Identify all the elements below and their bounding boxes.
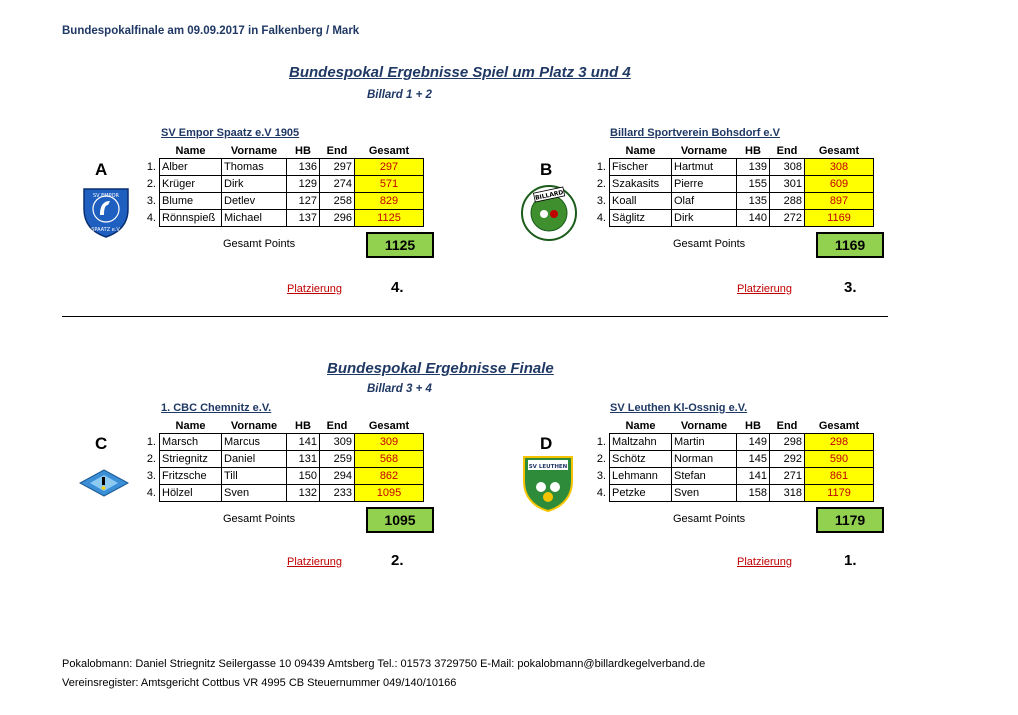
table-row (140, 159, 424, 176)
player-vorname: Sven (672, 485, 737, 502)
col-end: End (776, 144, 798, 157)
page-header: Bundespokalfinale am 09.09.2017 in Falkenberg / Mark (62, 25, 360, 37)
team-letter-d: D (540, 434, 553, 453)
svg-text:BILLARD: BILLARD (534, 189, 565, 202)
platz-label-b: Platzierung (737, 283, 793, 295)
player-end: 292 (770, 451, 805, 468)
player-vorname: Dirk (672, 210, 737, 227)
row-num: 3. (596, 195, 606, 207)
table-row (140, 210, 424, 227)
col-name: Name (175, 419, 206, 432)
col-name: Name (175, 144, 206, 157)
player-gesamt: 568 (355, 451, 424, 468)
team-name-b: Billard Sportverein Bohsdorf e.V (610, 127, 780, 139)
player-vorname: Michael (222, 210, 287, 227)
player-hb: 127 (287, 193, 320, 210)
rank-c: 2. (391, 552, 404, 569)
rank-a: 4. (391, 279, 404, 296)
row-num: 4. (146, 212, 156, 224)
player-name: Maltzahn (610, 434, 672, 451)
player-vorname: Thomas (222, 159, 287, 176)
col-end: End (326, 419, 348, 432)
player-vorname: Till (222, 468, 287, 485)
col-name: Name (625, 419, 656, 432)
player-gesamt: 1125 (355, 210, 424, 227)
player-vorname: Stefan (672, 468, 737, 485)
player-vorname: Martin (672, 434, 737, 451)
player-end: 258 (320, 193, 355, 210)
table-row (140, 434, 424, 451)
row-num: 1. (596, 436, 606, 448)
player-hb: 150 (287, 468, 320, 485)
col-hb: HB (295, 419, 311, 432)
team-b-logo (520, 184, 578, 247)
player-gesamt: 861 (805, 468, 874, 485)
points-total-d: 1179 (816, 507, 884, 533)
points-label-b: Gesamt Points (673, 238, 746, 250)
points-total-a: 1125 (366, 232, 434, 258)
player-name: Marsch (160, 434, 222, 451)
player-end: 318 (770, 485, 805, 502)
player-vorname: Norman (672, 451, 737, 468)
points-total-b: 1169 (816, 232, 884, 258)
table-row (590, 468, 874, 485)
svg-text:SV LEUTHEN: SV LEUTHEN (528, 464, 568, 470)
player-hb: 155 (737, 176, 770, 193)
player-end: 297 (320, 159, 355, 176)
player-end: 301 (770, 176, 805, 193)
table-row (590, 193, 874, 210)
player-hb: 149 (737, 434, 770, 451)
player-end: 309 (320, 434, 355, 451)
row-num: 2. (146, 178, 156, 190)
svg-text:SV EMPOR: SV EMPOR (92, 193, 120, 199)
section-divider (62, 316, 888, 317)
row-num: 3. (596, 470, 606, 482)
player-hb: 141 (737, 468, 770, 485)
player-end: 294 (320, 468, 355, 485)
player-vorname: Detlev (222, 193, 287, 210)
table-row (140, 485, 424, 502)
team-letter-a: A (95, 160, 108, 179)
row-num: 4. (596, 212, 606, 224)
table-row (140, 176, 424, 193)
player-name: Schötz (610, 451, 672, 468)
section-title-platz-3-4: Bundespokal Ergebnisse Spiel um Platz 3 und 4 (289, 64, 631, 81)
player-name: Koall (610, 193, 672, 210)
col-vorname: Vorname (680, 419, 728, 432)
table-row (140, 468, 424, 485)
player-gesamt: 309 (355, 434, 424, 451)
col-name: Name (625, 144, 656, 157)
points-total-c: 1095 (366, 507, 434, 533)
platz-label-d: Platzierung (737, 556, 793, 568)
col-gesamt: Gesamt (368, 419, 410, 432)
player-end: 296 (320, 210, 355, 227)
table-row (140, 193, 424, 210)
player-vorname: Sven (222, 485, 287, 502)
points-label-d: Gesamt Points (673, 513, 746, 525)
row-num: 3. (146, 195, 156, 207)
player-name: Striegnitz (160, 451, 222, 468)
player-end: 288 (770, 193, 805, 210)
rank-d: 1. (844, 552, 857, 569)
points-label-a: Gesamt Points (223, 238, 296, 250)
player-end: 308 (770, 159, 805, 176)
player-vorname: Daniel (222, 451, 287, 468)
player-hb: 132 (287, 485, 320, 502)
rank-b: 3. (844, 279, 857, 296)
col-end: End (776, 419, 798, 432)
table-row (590, 159, 874, 176)
section-billard-1-2: Billard 1 + 2 (367, 89, 432, 101)
player-name: Krüger (160, 176, 222, 193)
row-num: 2. (596, 178, 606, 190)
player-gesamt: 897 (805, 193, 874, 210)
player-gesamt: 862 (355, 468, 424, 485)
section-title-finale: Bundespokal Ergebnisse Finale (327, 360, 554, 377)
team-name-c: 1. CBC Chemnitz e.V. (161, 402, 272, 414)
row-num: 1. (146, 436, 156, 448)
player-gesamt: 829 (355, 193, 424, 210)
results-table-d (590, 418, 874, 502)
player-vorname: Olaf (672, 193, 737, 210)
player-end: 298 (770, 434, 805, 451)
team-letter-b: B (540, 160, 553, 179)
points-label-c: Gesamt Points (223, 513, 296, 525)
col-end: End (326, 144, 348, 157)
col-gesamt: Gesamt (818, 144, 860, 157)
player-name: Szakasits (610, 176, 672, 193)
team-c-logo (78, 468, 130, 503)
svg-text:SPAATZ e.V.: SPAATZ e.V. (91, 227, 121, 233)
team-name-d: SV Leuthen Kl-Ossnig e.V. (610, 402, 748, 414)
col-vorname: Vorname (680, 144, 728, 157)
row-num: 4. (146, 487, 156, 499)
platz-label-c: Platzierung (287, 556, 343, 568)
table-row (590, 176, 874, 193)
player-hb: 158 (737, 485, 770, 502)
table-row (590, 485, 874, 502)
team-letter-c: C (95, 434, 108, 453)
col-vorname: Vorname (230, 419, 278, 432)
player-vorname: Hartmut (672, 159, 737, 176)
row-num: 1. (596, 161, 606, 173)
col-hb: HB (745, 144, 761, 157)
player-name: Lehmann (610, 468, 672, 485)
player-name: Rönnspieß (160, 210, 222, 227)
player-gesamt: 1169 (805, 210, 874, 227)
player-name: Alber (160, 159, 222, 176)
results-table-a (140, 143, 424, 227)
results-table-b (590, 143, 874, 227)
player-hb: 131 (287, 451, 320, 468)
col-hb: HB (745, 419, 761, 432)
player-hb: 137 (287, 210, 320, 227)
player-end: 271 (770, 468, 805, 485)
player-hb: 139 (737, 159, 770, 176)
section-billard-3-4: Billard 3 + 4 (367, 383, 432, 395)
col-gesamt: Gesamt (818, 419, 860, 432)
player-gesamt: 298 (805, 434, 874, 451)
team-name-a: SV Empor Spaatz e.V 1905 (161, 127, 300, 139)
player-end: 259 (320, 451, 355, 468)
player-end: 233 (320, 485, 355, 502)
player-gesamt: 571 (355, 176, 424, 193)
player-name: Hölzel (160, 485, 222, 502)
col-hb: HB (295, 144, 311, 157)
table-row (590, 434, 874, 451)
table-row (590, 210, 874, 227)
player-hb: 140 (737, 210, 770, 227)
player-hb: 145 (737, 451, 770, 468)
player-name: Säglitz (610, 210, 672, 227)
player-end: 274 (320, 176, 355, 193)
player-gesamt: 297 (355, 159, 424, 176)
col-vorname: Vorname (230, 144, 278, 157)
player-gesamt: 1095 (355, 485, 424, 502)
player-name: Blume (160, 193, 222, 210)
footer-line-1: Pokalobmann: Daniel Striegnitz Seilergasse 10 09439 Amtsberg Tel.: 01573 3729750 E-Mail: pokalobmann@billardkegelverband.de (62, 658, 706, 670)
player-vorname: Dirk (222, 176, 287, 193)
player-vorname: Pierre (672, 176, 737, 193)
player-gesamt: 1179 (805, 485, 874, 502)
row-num: 3. (146, 470, 156, 482)
player-hb: 129 (287, 176, 320, 193)
table-row (140, 451, 424, 468)
player-hb: 135 (737, 193, 770, 210)
row-num: 2. (596, 453, 606, 465)
player-name: Fritzsche (160, 468, 222, 485)
player-hb: 141 (287, 434, 320, 451)
player-name: Petzke (610, 485, 672, 502)
team-a-logo (82, 187, 130, 244)
player-hb: 136 (287, 159, 320, 176)
platz-label-a: Platzierung (287, 283, 343, 295)
player-gesamt: 609 (805, 176, 874, 193)
row-num: 4. (596, 487, 606, 499)
row-num: 2. (146, 453, 156, 465)
team-d-logo (522, 455, 574, 518)
table-row (590, 451, 874, 468)
player-gesamt: 308 (805, 159, 874, 176)
player-name: Fischer (610, 159, 672, 176)
results-table-c (140, 418, 424, 502)
player-gesamt: 590 (805, 451, 874, 468)
footer-line-2: Vereinsregister: Amtsgericht Cottbus VR 4995 CB Steuernummer 049/140/10166 (62, 677, 457, 689)
col-gesamt: Gesamt (368, 144, 410, 157)
row-num: 1. (146, 161, 156, 173)
player-end: 272 (770, 210, 805, 227)
player-vorname: Marcus (222, 434, 287, 451)
